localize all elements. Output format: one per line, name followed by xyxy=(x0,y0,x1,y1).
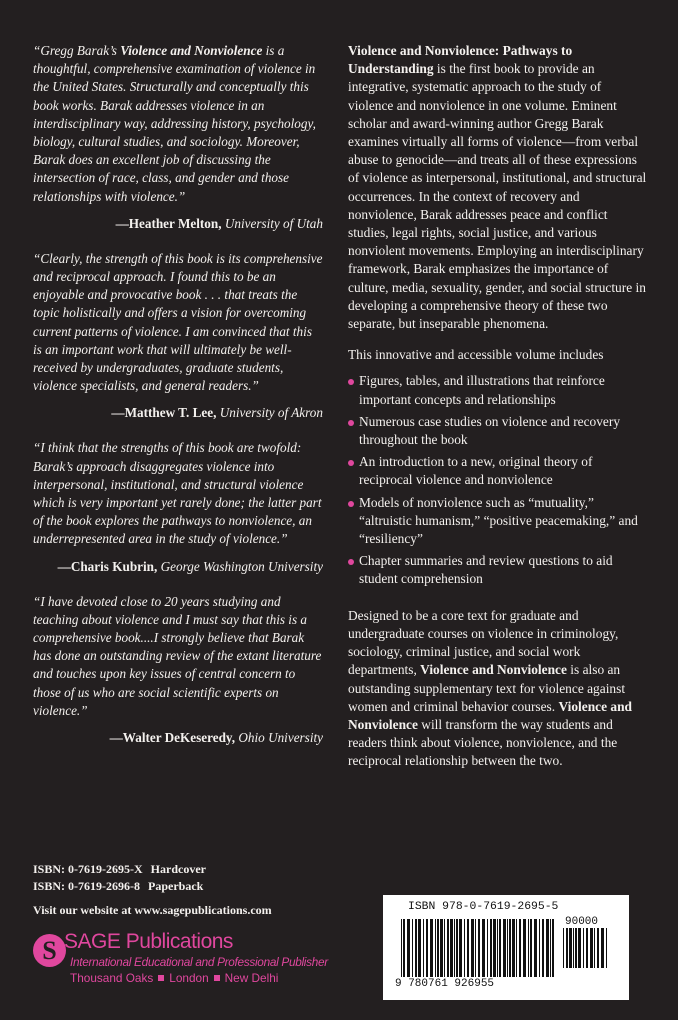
barcode-bar xyxy=(507,919,508,977)
barcode-bar xyxy=(509,919,511,977)
barcode-bar xyxy=(450,919,453,977)
book-title-mention: Violence and Nonviolence xyxy=(120,43,263,58)
list-item: An introduction to a new, original theory of reciprocal violence and nonviolence xyxy=(348,453,648,489)
barcode-bar xyxy=(569,928,572,968)
barcode-bar xyxy=(552,919,554,977)
barcode-bar xyxy=(516,919,517,977)
review-quote-3: “I think that the strengths of this book are twofold: Barak’s approach disaggregates violence into interpersonal, institutional, and structural violence which is very important yet rarely done; the latter part of the book explores the pathways to nonviolence, an underrepresented area in the study of violence.” xyxy=(33,440,322,547)
barcode-bar xyxy=(575,928,577,968)
bullet-icon xyxy=(348,559,354,565)
bullet-icon xyxy=(348,420,354,426)
list-item: Numerous case studies on violence and recovery throughout the book xyxy=(348,413,648,449)
barcode-bar xyxy=(578,928,581,968)
barcode-bar xyxy=(464,919,465,977)
barcode-bar xyxy=(499,919,501,977)
barcode-bar xyxy=(482,919,485,977)
list-item: Chapter summaries and review questions to aid student comprehension xyxy=(348,552,648,588)
book-title: Violence and Nonviolence: Pathways to Understanding xyxy=(348,43,573,77)
features-list xyxy=(348,372,648,588)
barcode-isbn: ISBN 978-0-7619-2695-5 xyxy=(408,901,559,913)
barcode-bar xyxy=(594,928,595,968)
barcode-bar xyxy=(444,919,445,977)
barcode-bar xyxy=(426,919,428,977)
barcode-bar xyxy=(530,919,532,977)
review-quote-4: “I have devoted close to 20 years studying and teaching about violence and I must say that this is a comprehensive book....I strongly believe that Barak has done an outstanding review of the extant literature and touches upon key issues of central concern to those of us who are social scientific experts on violence.” xyxy=(33,593,322,718)
list-item: Figures, tables, and illustrations that reinforce important concepts and relationships xyxy=(348,372,648,408)
barcode-bar xyxy=(566,928,568,968)
review-quote-2: “Clearly, the strength of this book is its comprehensive and reciprocal approach. I found this to be an enjoyable and provocative book . . . that treats the topic holistically and offers a vision for overcoming current patterns of violence. I am convinced that this is an important work that will ultimately be well-received by undergraduates, graduate students, violence specialists, and general readers.” xyxy=(33,250,323,394)
barcode-bar xyxy=(415,919,417,977)
review-attribution-3: —Charis Kubrin, George Washington University xyxy=(57,558,323,574)
barcode-bar xyxy=(440,919,443,977)
barcode-bar xyxy=(459,919,462,977)
list-item: Models of nonviolence such as “mutuality,” “altruistic humanism,” “positive peacemaking,” and “resiliency” xyxy=(348,494,648,549)
publisher-logo xyxy=(33,928,333,988)
barcode-bar xyxy=(478,919,480,977)
website-link[interactable]: Visit our website at www.sagepublications.com xyxy=(33,903,272,917)
sage-s-icon: S xyxy=(33,934,66,967)
barcode-bar xyxy=(447,919,449,977)
barcode-bar xyxy=(467,919,469,977)
square-separator-icon xyxy=(214,975,220,981)
barcode-bar xyxy=(563,928,564,968)
barcode-bar xyxy=(437,919,439,977)
barcode-bar xyxy=(590,928,593,968)
features-intro: This innovative and accessible volume includes xyxy=(348,347,604,363)
barcode-bar xyxy=(497,919,498,977)
review-attribution-2: —Matthew T. Lee, University of Akron xyxy=(111,405,323,421)
barcode xyxy=(383,895,629,1000)
publisher-tagline: International Educational and Professional Publisher xyxy=(70,955,328,969)
isbn-hardcover: ISBN: 0-7619-2695-X Hardcover xyxy=(33,862,206,876)
reviews-column xyxy=(33,42,323,764)
barcode-bar xyxy=(586,928,588,968)
barcode-bar xyxy=(573,928,574,968)
barcode-bar xyxy=(534,919,537,977)
barcode-bar xyxy=(412,919,413,977)
review-attribution-1: —Heather Melton, University of Utah xyxy=(115,215,323,231)
barcode-bars xyxy=(401,919,556,977)
barcode-bar xyxy=(550,919,551,977)
review-attribution-4: —Walter DeKeseredy, Ohio University xyxy=(109,730,323,746)
barcode-bar xyxy=(601,928,604,968)
barcode-bar xyxy=(542,919,544,977)
barcode-bar xyxy=(490,919,492,977)
barcode-bar xyxy=(430,919,433,977)
description-closing: Designed to be a core text for graduate and undergraduate courses on violence in criminology, sociology, criminal justice, and social work departments, Violence and Nonviolence is also an outstanding supplementary text for violence against women and criminal behavior courses. Violence and Nonviolence will transform the way students and readers think about violence, nonviolence, and the reciprocal relationship between the two. xyxy=(348,607,632,769)
review-quote-1: “Gregg Barak’s Violence and Nonviolence is a thoughtful, comprehensive examination of violence in the United States. Structurally and conceptually this book works. Barak addresses violence in an interdisciplinary way, addressing history, psychology, biology, cultural studies, and sociology. Moreover, Barak does an excellent job of discussing the intersection of race, class, and gender and those relationships with violence.” xyxy=(33,43,316,204)
barcode-bar xyxy=(583,928,584,968)
barcode-bar xyxy=(606,928,607,968)
description-intro: Violence and Nonviolence: Pathways to Understanding is the first book to provide an integrative, systematic approach to the study of violence and nonviolence in one volume. Eminent scholar and award-winning author Gregg Barak examines virtually all forms of violence—from verbal abuse to genocide—and treats all of these expressions of violence as interpersonal, institutional, and structural occurrences. In the context of recovery and nonviolence, Barak addresses peace and conflict studies, legal rights, social justice, and various nonviolent movements. Employing an interdisciplinary framework, Barak emphasizes the importance of culture, media, sexuality, gender, and social structure in developing a comprehensive theory of these two separate, but inseparable phenomena. xyxy=(348,43,647,332)
barcode-number: 9 780761 926955 xyxy=(395,978,495,990)
bullet-icon xyxy=(348,460,354,466)
barcode-bar xyxy=(493,919,496,977)
barcode-bar xyxy=(546,919,549,977)
barcode-bar xyxy=(528,919,529,977)
barcode-bar xyxy=(423,919,424,977)
barcode-bar xyxy=(454,919,455,977)
publisher-cities: Thousand Oaks London New Delhi xyxy=(70,971,279,985)
square-separator-icon xyxy=(158,975,164,981)
description-column xyxy=(348,42,648,771)
barcode-bar xyxy=(471,919,474,977)
barcode-addon-bars xyxy=(563,928,609,968)
publisher-name: SAGE Publications xyxy=(64,930,233,953)
barcode-bar xyxy=(418,919,421,977)
bullet-icon xyxy=(348,501,354,507)
barcode-addon: 90000 xyxy=(565,916,599,928)
barcode-bar xyxy=(523,919,526,977)
isbn-paperback: ISBN: 0-7619-2696-8 Paperback xyxy=(33,879,204,893)
barcode-bar xyxy=(487,919,488,977)
barcode-bar xyxy=(519,919,521,977)
barcode-bar xyxy=(539,919,540,977)
barcode-bar xyxy=(512,919,515,977)
barcode-bar xyxy=(456,919,458,977)
barcode-bar xyxy=(597,928,599,968)
barcode-bar xyxy=(435,919,436,977)
barcode-bar xyxy=(475,919,476,977)
barcode-bar xyxy=(407,919,410,977)
bullet-icon xyxy=(348,379,354,385)
barcode-bar xyxy=(403,919,405,977)
barcode-bar xyxy=(401,919,402,977)
barcode-bar xyxy=(503,919,506,977)
